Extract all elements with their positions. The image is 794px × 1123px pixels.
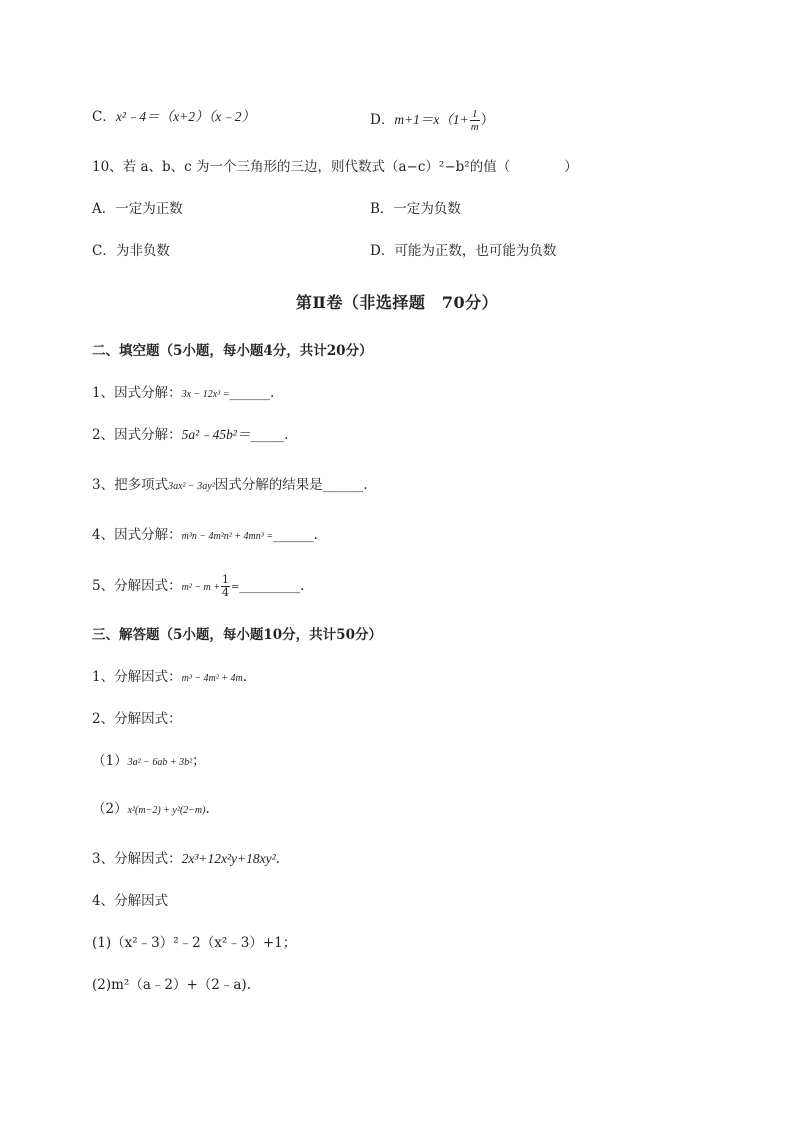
solve-q2-part2: [92, 800, 210, 820]
solve-q2-part2-label: （2）: [92, 801, 128, 817]
fill-item-2: [92, 426, 289, 444]
q10-option-a: A．一定为正数: [92, 201, 183, 217]
fraction-denominator: m: [470, 121, 479, 133]
q10-option-d: D．可能为正数，也可能为负数: [370, 243, 557, 259]
solve-q4-part1: (1)（x²﹣3）²﹣2（x²﹣3）+1；: [92, 935, 297, 951]
fill-item-blank: _____.: [250, 427, 289, 443]
fraction-denominator: 4: [222, 586, 230, 599]
fill-item-4: [92, 526, 318, 546]
q10-option-b: B．一定为负数: [370, 201, 461, 217]
fill-item-expr: 3ax² − 3ay²: [168, 481, 215, 492]
fill-item-prefix: 4、因式分解：: [92, 527, 182, 543]
q10-stem: 10、若 a、b、c 为一个三角形的三边，则代数式（a−c）²−b²的值（ ）: [92, 159, 578, 175]
solve-q4: 4、分解因式: [92, 893, 169, 909]
solve-q2: 2、分解因式：: [92, 711, 182, 727]
solve-q1: [92, 668, 247, 688]
q9-option-d-expr-before: m+1＝x（1+: [394, 112, 469, 127]
solve-q3: [92, 850, 280, 868]
fill-item-blank: ______.: [229, 385, 275, 401]
fill-section-heading: 二、填空题（5小题，每小题4分，共计20分）: [92, 343, 373, 359]
q9-option-c-label: C．: [92, 109, 116, 125]
solve-q2-part1-end: ；: [192, 753, 206, 769]
fill-item-blank: ______.: [322, 477, 368, 493]
fill-item-expr: m³n − 4m²n² + 4mn³ =: [181, 531, 273, 542]
fill-item-blank: _________.: [239, 578, 305, 594]
solve-q2-part1: [92, 752, 206, 772]
q10-option-c: C．为非负数: [92, 243, 170, 259]
fill-item-fraction: [221, 574, 230, 599]
solve-q2-part2-expr: x²(m−2) + y²(2−m): [127, 805, 206, 816]
solve-q3-prefix: 3、分解因式：: [92, 851, 182, 867]
fill-item-expr-before: m² − m +: [181, 582, 221, 593]
fill-item-1: [92, 384, 274, 404]
solve-q1-prefix: 1、分解因式：: [92, 669, 182, 685]
fill-item-3: [92, 476, 368, 496]
solve-q4-part2: (2)m²（a﹣2）+（2﹣a).: [92, 977, 251, 993]
fill-item-prefix: 1、因式分解：: [92, 385, 182, 401]
solve-q2-part1-label: （1）: [92, 753, 128, 769]
q9-option-d-label: D．: [370, 112, 395, 128]
fill-item-expr: 3x − 12x³ =: [181, 389, 230, 400]
q9-option-c: [92, 108, 255, 126]
solve-q3-end: .: [275, 851, 280, 867]
solve-q2-part2-end: .: [205, 801, 210, 817]
q9-option-d: [370, 108, 494, 133]
q9-option-c-expr: x²﹣4＝（x+2）（x﹣2）: [115, 109, 255, 124]
fraction-numerator: 1: [222, 573, 230, 586]
solve-q1-end: .: [242, 669, 248, 685]
solve-q2-part1-expr: 3a² − 6ab + 3b²: [127, 757, 193, 768]
fill-item-prefix: 2、因式分解：: [92, 427, 182, 443]
q9-option-d-fraction: [470, 108, 480, 133]
solve-q1-expr: m³ − 4m² + 4m: [181, 673, 243, 684]
q9-option-d-expr-after: ）: [480, 112, 495, 128]
fill-item-blank: ______.: [273, 527, 318, 543]
fill-item-prefix: 5、分解因式：: [92, 578, 182, 594]
fill-item-prefix: 3、把多项式: [92, 477, 169, 493]
solve-q3-expr: 2x³+12x²y+18xy²: [181, 851, 276, 866]
fill-item-suffix: 因式分解的结果是: [214, 477, 323, 493]
solve-section-heading: 三、解答题（5小题，每小题10分，共计50分）: [92, 627, 382, 643]
fill-item-expr-after: =: [231, 582, 240, 593]
fill-item-5: [92, 574, 304, 599]
fraction-numerator: 1: [470, 108, 480, 121]
part2-title: 第Ⅱ卷（非选择题 70分）: [295, 293, 499, 312]
fill-item-expr: 5a²﹣45b²＝: [181, 427, 251, 442]
